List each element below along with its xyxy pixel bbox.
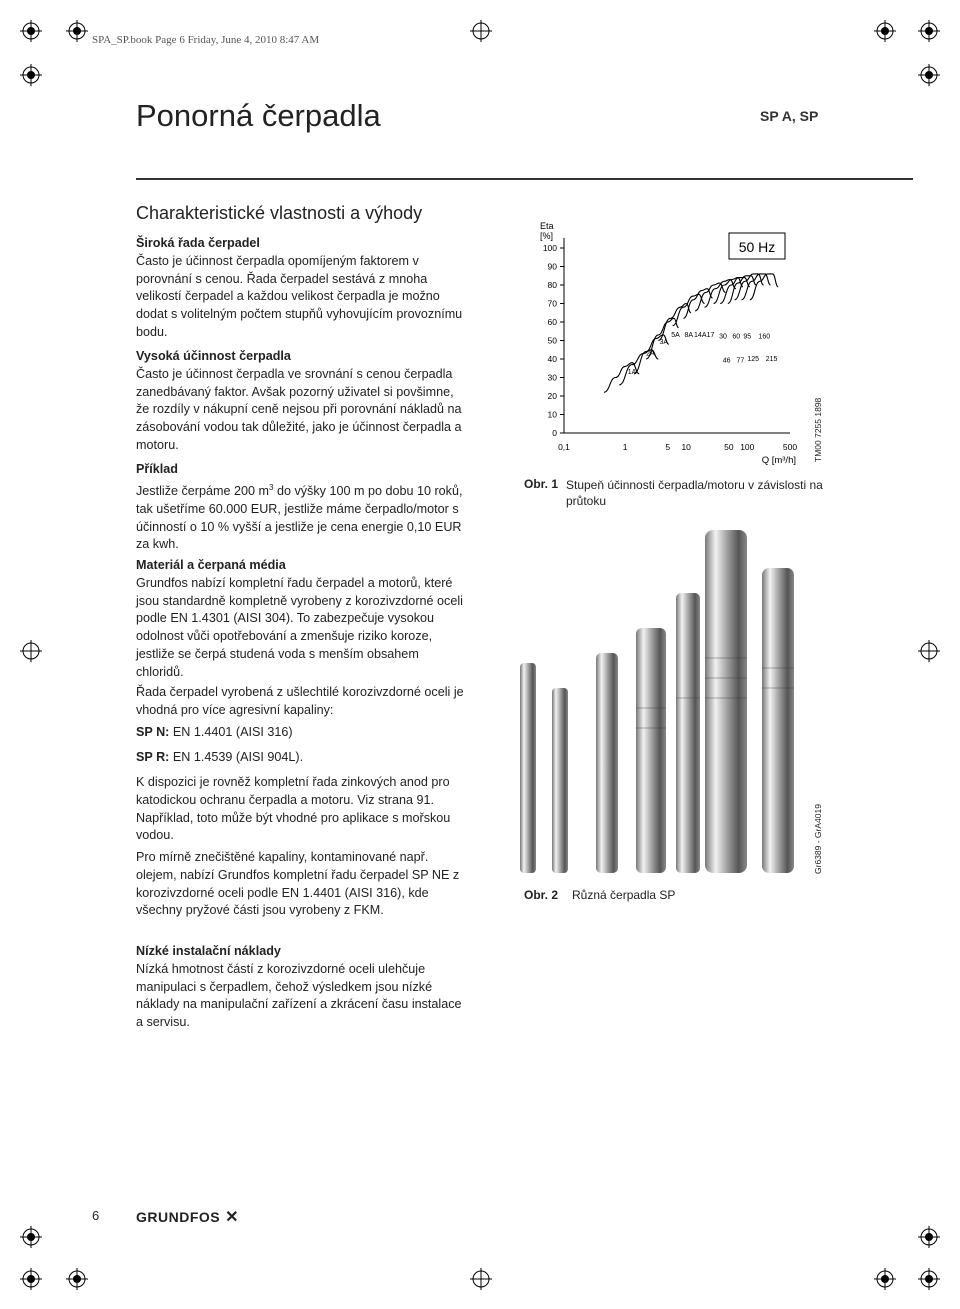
series-line-215: [750, 274, 778, 300]
paragraph: Řada čerpadel vyrobená z ušlechtilé korozivzdorné oceli je vhodná pro více agresivní kapaliny:: [136, 685, 464, 717]
grundfos-logo: GRUNDFOS ✕: [136, 1209, 239, 1226]
registration-mark-icon: [874, 20, 896, 42]
efficiency-chart: [520, 215, 810, 470]
registration-mark-icon: [918, 1268, 940, 1290]
y-axis-label: Eta: [540, 221, 554, 231]
x-tick-label: 50: [724, 442, 734, 452]
paragraph: Často je účinnost čerpadla ve srovnání s cenou čerpadla zanedbávaný faktor. Avšak pozorný uživatel si povšimne, že rozdíly v nákupní ceně nejsou při porovnání nákladů na zásobování vodou tak důležité, jako je účinnost čerpadla a motoru.: [136, 366, 462, 452]
x-tick-label: 100: [740, 442, 755, 452]
x-tick-label: 0,1: [558, 442, 570, 452]
curve-label: 30: [719, 333, 727, 341]
series-line-1a: [604, 363, 639, 393]
registration-mark-icon: [918, 64, 940, 86]
y-axis-unit: [%]: [540, 231, 554, 241]
curve-label: 77: [736, 357, 745, 365]
subheading: Vysoká účinnost čerpadla: [136, 349, 291, 363]
figure-code: Gr6389 - GrA4019: [813, 804, 823, 874]
pumps-photo: [510, 528, 810, 878]
title-divider: [136, 178, 913, 180]
y-tick-label: 100: [542, 243, 557, 253]
curve-label: 2A: [646, 350, 655, 358]
section-example: [136, 461, 466, 554]
registration-mark-icon: [20, 640, 42, 662]
registration-mark-icon: [20, 64, 42, 86]
subheading: Materiál a čerpaná média: [136, 558, 286, 572]
curve-label: 46: [722, 357, 731, 365]
registration-mark-icon: [918, 20, 940, 42]
curve-label: 1A: [627, 368, 637, 376]
registration-mark-icon: [66, 20, 88, 42]
y-tick-label: 90: [547, 261, 557, 272]
curve-label: 60: [732, 333, 741, 341]
x-tick-label: 10: [681, 442, 691, 452]
book-page-info: SPA_SP.book Page 6 Friday, June 4, 2010 8:47 AM: [92, 34, 320, 46]
frequency-annotation: 50 Hz: [738, 239, 776, 255]
registration-mark-icon: [20, 20, 42, 42]
x-tick-label: 1: [622, 442, 628, 452]
section-title: Charakteristické vlastnosti a výhody: [136, 203, 423, 223]
x-tick-label: 500: [782, 442, 798, 452]
curve-label: 160: [758, 333, 771, 341]
paragraph: Nízká hmotnost částí z korozivzdorné oceli ulehčuje manipulaci s čerpadlem, čehož výsledkem jsou nízké náklady na manipulační zařízení a zkrácení času instalace a servisu.: [136, 961, 462, 1030]
section-wide-range: [136, 235, 466, 342]
curve-label: 8A: [684, 331, 694, 339]
registration-mark-icon: [66, 1268, 88, 1290]
y-tick-label: 70: [547, 298, 557, 309]
section-material: [136, 557, 466, 682]
x-axis-label: Q [m³/h]: [761, 455, 796, 466]
curve-label: 125: [747, 355, 760, 363]
registration-mark-icon: [918, 640, 940, 662]
figure-code: TM00 7255 1898: [813, 397, 823, 462]
registration-mark-icon: [874, 1268, 896, 1290]
curve-label: 95: [743, 333, 752, 341]
paragraph: Jestliže čerpáme 200 $m^3$ do výšky 100 m po dobu 10 roků, tak ušetříme 60.000 EUR, jestliže máme čerpadlo/motor s účinností o 10 % vyšší a jestliže je cena energie 0,10 EUR za kwh.: [136, 482, 463, 552]
y-tick-label: 0: [552, 428, 557, 438]
figure-label: Obr. 2: [524, 888, 559, 902]
registration-mark-icon: [470, 1268, 492, 1290]
y-tick-label: 60: [547, 317, 557, 327]
page-number: 6: [92, 1208, 100, 1223]
figure-caption: Různá čerpadla SP: [572, 888, 676, 902]
registration-mark-icon: [20, 1226, 42, 1248]
registration-mark-icon: [918, 1226, 940, 1248]
figure-label: Obr. 1: [524, 477, 559, 491]
y-tick-label: 40: [547, 354, 557, 364]
subheading: Nízké instalační náklady: [136, 944, 281, 958]
curve-label: 3A: [659, 339, 669, 347]
y-tick-label: 10: [547, 409, 557, 420]
y-tick-label: 50: [547, 335, 557, 346]
registration-mark-icon: [470, 20, 492, 42]
y-tick-label: 20: [547, 391, 557, 401]
spec-sp-r: SP R: EN 1.4539 (AISI 904L).: [136, 750, 304, 764]
paragraph: K dispozici je rovněž kompletní řada zinkových anod pro katodickou ochranu čerpadla a motoru. Viz strana 91. Například, toto může být vhodné pro aplikace s mořskou vodou.: [136, 775, 451, 843]
subheading: Široká řada čerpadel: [136, 236, 260, 250]
curve-label: 215: [765, 355, 778, 363]
spec-sp-n: SP N: EN 1.4401 (AISI 316): [136, 725, 293, 739]
page-title: Ponorná čerpadla: [136, 98, 381, 133]
y-tick-label: 80: [547, 280, 557, 290]
paragraph: Grundfos nabízí kompletní řadu čerpadel a motorů, které jsou standardně kompletně vyrobeny z korozivzdorné oceli podle EN 1.4301 (AISI 304). To zabezpečuje vysokou odolnost vůči opotřebování a zmenšuje riziko koroze, jestliže se čerpá studená voda s menším obsahem chloridů.: [136, 575, 463, 679]
curve-label: 14A: [694, 331, 707, 339]
product-series: SP A, SP: [760, 108, 819, 124]
paragraph: Pro mírně znečištěné kapaliny, kontaminované např. olejem, nabízí Grundfos kompletní řadu čerpadel SP NE z korozivzdorné oceli podle EN 1.4401 (AISI 316), kde všechny pryžové části jsou vyrobeny z FKM.: [136, 850, 460, 918]
subheading: Příklad: [136, 462, 178, 476]
figure-caption: Stupeň účinnosti čerpadla/motoru v závislosti na průtoku: [566, 478, 823, 508]
y-tick-label: 30: [547, 372, 557, 383]
section-installation: [136, 943, 466, 1032]
curve-label: 17: [706, 331, 715, 339]
series-line-60: [714, 278, 744, 304]
section-high-efficiency: [136, 348, 466, 455]
paragraph: Často je účinnost čerpadla opomíjeným faktorem v porovnání s cenou. Řada čerpadel sestává z mnoha velikostí čerpadel a každou velikost čerpadla je možno dodat s volitelným počtem stupňů vyhovujícím provoznímu bodu.: [136, 253, 463, 339]
x-tick-label: 5: [665, 442, 671, 452]
registration-mark-icon: [20, 1268, 42, 1290]
curve-label: 5A: [671, 331, 680, 339]
